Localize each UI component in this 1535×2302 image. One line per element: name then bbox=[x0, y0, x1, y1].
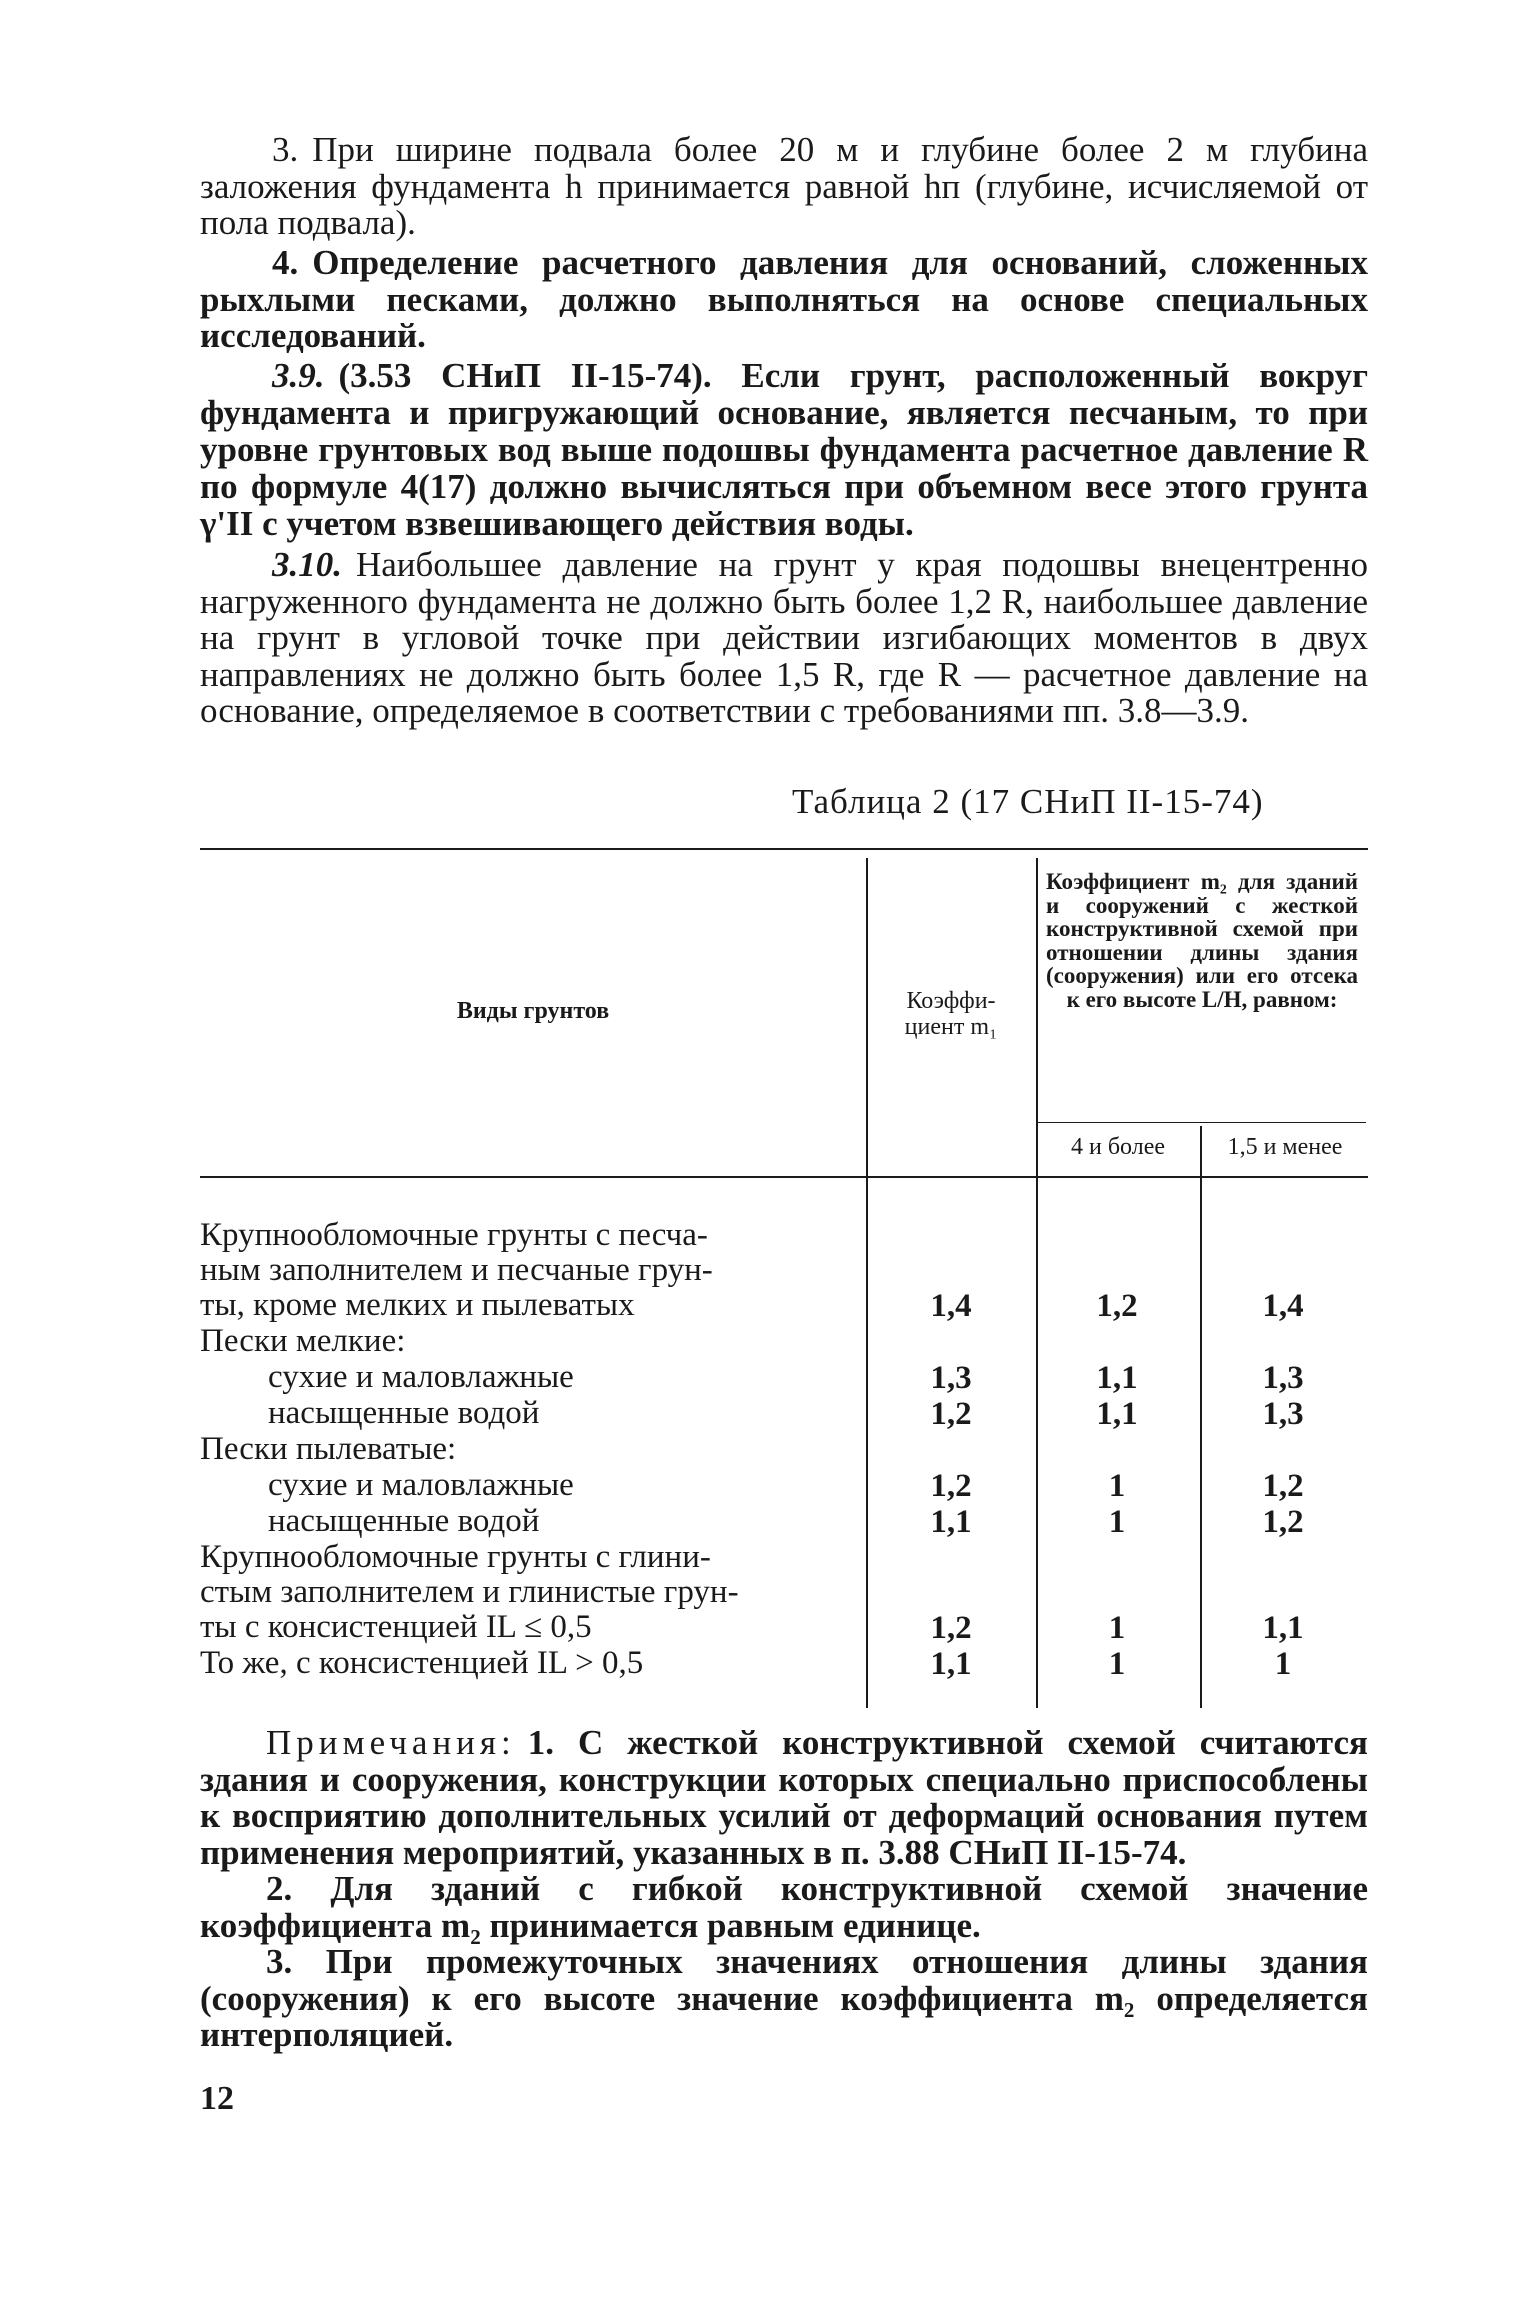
page-number: 12 bbox=[200, 2080, 234, 2117]
row-silty-dry-m2a: 1 bbox=[1108, 1468, 1126, 1504]
row-silty-dry-m2b: 1,2 bbox=[1262, 1468, 1304, 1504]
row-clay-line-2: стым заполнителем и глинистые грун- bbox=[200, 1574, 739, 1610]
section-3-9-number: 3.9. bbox=[272, 356, 325, 395]
paragraph-4-number: 4. bbox=[272, 243, 299, 282]
header-soil-types: Виды грунтов bbox=[456, 998, 610, 1024]
row-silty-wet: насыщенные водой bbox=[268, 1503, 540, 1539]
header-m1-line2: циент m₁ bbox=[904, 1014, 998, 1040]
note-3: 3. При промежуточных значениях отношения длины здания (сооружения) к его высоте значение коэффициента m₂ определяется интерполяцией. bbox=[200, 1942, 1368, 2054]
paragraph-4 bbox=[200, 245, 1368, 355]
row-fine-wet-m1: 1,2 bbox=[930, 1396, 972, 1432]
paragraph-4-text: Определение расчетного давления для оснований, сложенных рыхлыми песками, должно выполняться на основе специальных исследований. bbox=[200, 243, 1368, 355]
row-silty-wet-m2b: 1,2 bbox=[1262, 1504, 1304, 1540]
table-col-divider-1 bbox=[866, 858, 868, 1708]
row-1-line-1: Крупнообломочные грунты с песча- bbox=[200, 1217, 708, 1253]
row-same-clay: То же, с консистенцией IL > 0,5 bbox=[200, 1645, 644, 1681]
paragraph-3-text: При ширине подвала более 20 м и глубине более 2 м глубина заложения фундамента h принимается равной hп (глубине, исчисляемой от пола подвала). bbox=[200, 130, 1368, 242]
row-1-line-3: ты, кроме мелких и пылеватых bbox=[200, 1287, 635, 1323]
row-fine-wet-m2b: 1,3 bbox=[1262, 1396, 1304, 1432]
note-1-text: 1. С жесткой конструктивной схемой считаются здания и сооружения, конструкции которых специально приспособлены к восприятию дополнительных усилий от деформаций основания путем применения мероприятий, указанных в п. 3.88 СНиП II-15-74. bbox=[200, 1723, 1368, 1872]
row-same-clay-m2a: 1 bbox=[1108, 1646, 1126, 1682]
header-m1 bbox=[866, 988, 1036, 1040]
table-header-rule bbox=[200, 1176, 1368, 1178]
row-silty-dry-m1: 1,2 bbox=[930, 1468, 972, 1504]
row-fine-dry-m2a: 1,1 bbox=[1096, 1360, 1138, 1396]
row-1-m2b: 1,4 bbox=[1262, 1288, 1304, 1324]
row-fine-wet: насыщенные водой bbox=[268, 1395, 540, 1431]
row-silty-sands-heading: Пески пылеватые: bbox=[200, 1431, 457, 1467]
row-silty-dry: сухие и маловлажные bbox=[268, 1467, 574, 1503]
row-fine-dry: сухие и маловлажные bbox=[268, 1359, 574, 1395]
paragraph-3 bbox=[200, 132, 1368, 242]
row-silty-wet-m1: 1,1 bbox=[930, 1504, 972, 1540]
soil-coefficients-table bbox=[200, 848, 1368, 1708]
row-same-clay-m2b: 1 bbox=[1274, 1646, 1292, 1682]
table-col-divider-3 bbox=[1200, 1126, 1202, 1708]
row-clay-m2a: 1 bbox=[1108, 1610, 1126, 1646]
paragraph-3-number: 3. bbox=[272, 130, 299, 169]
table-row bbox=[200, 1540, 840, 1645]
section-3-10-number: 3.10. bbox=[272, 545, 342, 584]
table-caption: Таблица 2 (17 СНиП II-15-74) bbox=[792, 782, 1264, 821]
table-top-rule bbox=[200, 848, 1368, 850]
row-silty-wet-m2a: 1 bbox=[1108, 1504, 1126, 1540]
section-3-10-text: Наибольшее давление на грунт у края подошвы внецентренно нагруженного фундамента не должно быть более 1,2 R, наибольшее давление на грунт в угловой точке при действии изгибающих моментов в двух направлениях не должно быть более 1,5 R, где R — расчетное давление на основание, определяемое в соответствии с требованиями пп. 3.8—3.9. bbox=[200, 545, 1368, 730]
row-same-clay-m1: 1,1 bbox=[930, 1646, 972, 1682]
header-m2-group: Коэффициент m₂ для зданий и сооружений с жесткой конструктивной схемой при отношении длины здания (сооружения) или его отсека к его высоте L/H, равном: bbox=[1046, 869, 1358, 1012]
table-notes bbox=[200, 1725, 1368, 2054]
section-3-9 bbox=[200, 357, 1368, 542]
row-fine-sands-heading: Пески мелкие: bbox=[200, 1323, 406, 1359]
row-1-m2a: 1,2 bbox=[1096, 1288, 1138, 1324]
row-clay-line-3: ты с консистенцией IL ≤ 0,5 bbox=[200, 1609, 592, 1645]
row-fine-dry-m2b: 1,3 bbox=[1262, 1360, 1304, 1396]
note-2: 2. Для зданий с гибкой конструктивной схемой значение коэффициента m₂ принимается равным единице. bbox=[200, 1869, 1368, 1945]
row-fine-wet-m2a: 1,1 bbox=[1096, 1396, 1138, 1432]
notes-label: Примечания: bbox=[266, 1723, 516, 1762]
note-1 bbox=[200, 1725, 1368, 1871]
row-fine-dry-m1: 1,3 bbox=[930, 1360, 972, 1396]
row-clay-m2b: 1,1 bbox=[1262, 1610, 1304, 1646]
row-clay-line-1: Крупнообломочные грунты с глини- bbox=[200, 1539, 711, 1575]
header-m2-4-more: 4 и более bbox=[1070, 1134, 1166, 1160]
table-row bbox=[200, 1218, 840, 1323]
header-m1-line1: Коэффи- bbox=[906, 988, 996, 1014]
row-clay-m1: 1,2 bbox=[930, 1610, 972, 1646]
table-subheader-rule bbox=[1036, 1122, 1366, 1123]
row-1-m1: 1,4 bbox=[930, 1288, 972, 1324]
section-3-9-text: (3.53 СНиП II-15-74). Если грунт, расположенный вокруг фундамента и пригружающий основание, является песчаным, то при уровне грунтовых вод выше подошвы фундамента расчетное давление R по формуле 4(17) должно вычисляться при объемном весе этого грунта γ'II с учетом взвешивающего действия воды. bbox=[200, 356, 1368, 543]
table-col-divider-2 bbox=[1036, 858, 1038, 1708]
header-m2-1-5-less: 1,5 и менее bbox=[1227, 1134, 1343, 1160]
row-1-line-2: ным заполнителем и песчаные грун- bbox=[200, 1252, 713, 1288]
section-3-10 bbox=[200, 547, 1368, 730]
